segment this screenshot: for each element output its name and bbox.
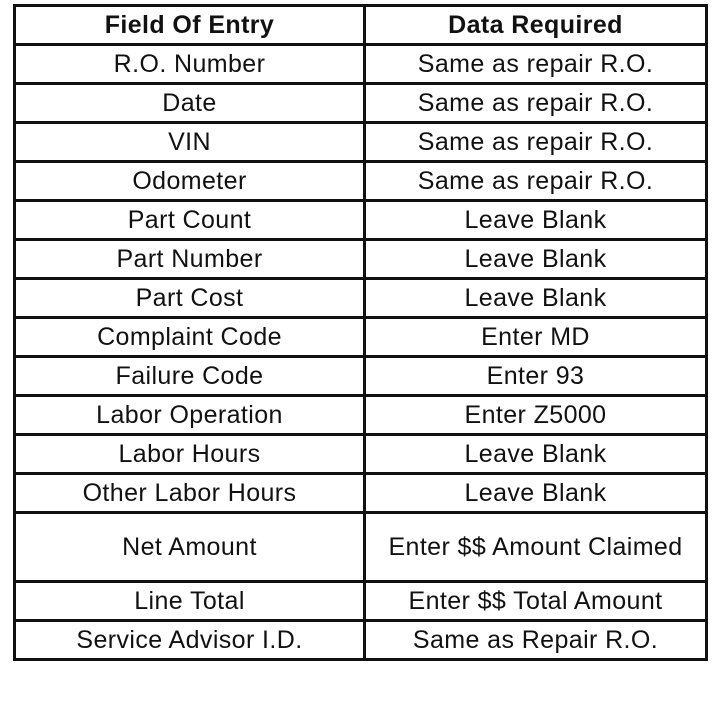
table-row: [15, 240, 707, 279]
entry-table: [13, 4, 708, 661]
table-row: [15, 45, 707, 84]
table-row: [15, 435, 707, 474]
table-row: [15, 357, 707, 396]
data-cell: Enter $$ Amount Claimed: [365, 513, 707, 582]
column-header-data: Data Required: [365, 6, 707, 45]
field-cell: Other Labor Hours: [15, 474, 365, 513]
table-row: [15, 84, 707, 123]
field-cell: Labor Hours: [15, 435, 365, 474]
data-cell: Enter 93: [365, 357, 707, 396]
field-cell: VIN: [15, 123, 365, 162]
table-row: [15, 123, 707, 162]
data-cell: Leave Blank: [365, 201, 707, 240]
field-cell: R.O. Number: [15, 45, 365, 84]
table-row: [15, 474, 707, 513]
field-cell: Failure Code: [15, 357, 365, 396]
field-cell: Odometer: [15, 162, 365, 201]
field-cell: Part Cost: [15, 279, 365, 318]
field-cell: Part Number: [15, 240, 365, 279]
table-row: [15, 162, 707, 201]
table-row: [15, 279, 707, 318]
field-cell: Service Advisor I.D.: [15, 621, 365, 660]
table-row: [15, 582, 707, 621]
data-cell: Same as repair R.O.: [365, 123, 707, 162]
data-cell: Enter $$ Total Amount: [365, 582, 707, 621]
data-cell: Leave Blank: [365, 435, 707, 474]
field-cell: Date: [15, 84, 365, 123]
data-cell: Enter MD: [365, 318, 707, 357]
data-cell: Same as repair R.O.: [365, 84, 707, 123]
table-row: [15, 318, 707, 357]
field-cell: Part Count: [15, 201, 365, 240]
field-cell: Complaint Code: [15, 318, 365, 357]
field-cell: Line Total: [15, 582, 365, 621]
data-cell: Leave Blank: [365, 474, 707, 513]
table-header-row: [15, 6, 707, 45]
data-cell: Enter Z5000: [365, 396, 707, 435]
data-cell: Leave Blank: [365, 240, 707, 279]
data-cell: Same as repair R.O.: [365, 162, 707, 201]
column-header-field: Field Of Entry: [15, 6, 365, 45]
field-cell: Net Amount: [15, 513, 365, 582]
table-row: [15, 621, 707, 660]
data-cell: Same as Repair R.O.: [365, 621, 707, 660]
field-cell: Labor Operation: [15, 396, 365, 435]
entry-table-container: [13, 4, 705, 661]
table-row: [15, 396, 707, 435]
table-row: [15, 513, 707, 582]
data-cell: Leave Blank: [365, 279, 707, 318]
data-cell: Same as repair R.O.: [365, 45, 707, 84]
table-row: [15, 201, 707, 240]
